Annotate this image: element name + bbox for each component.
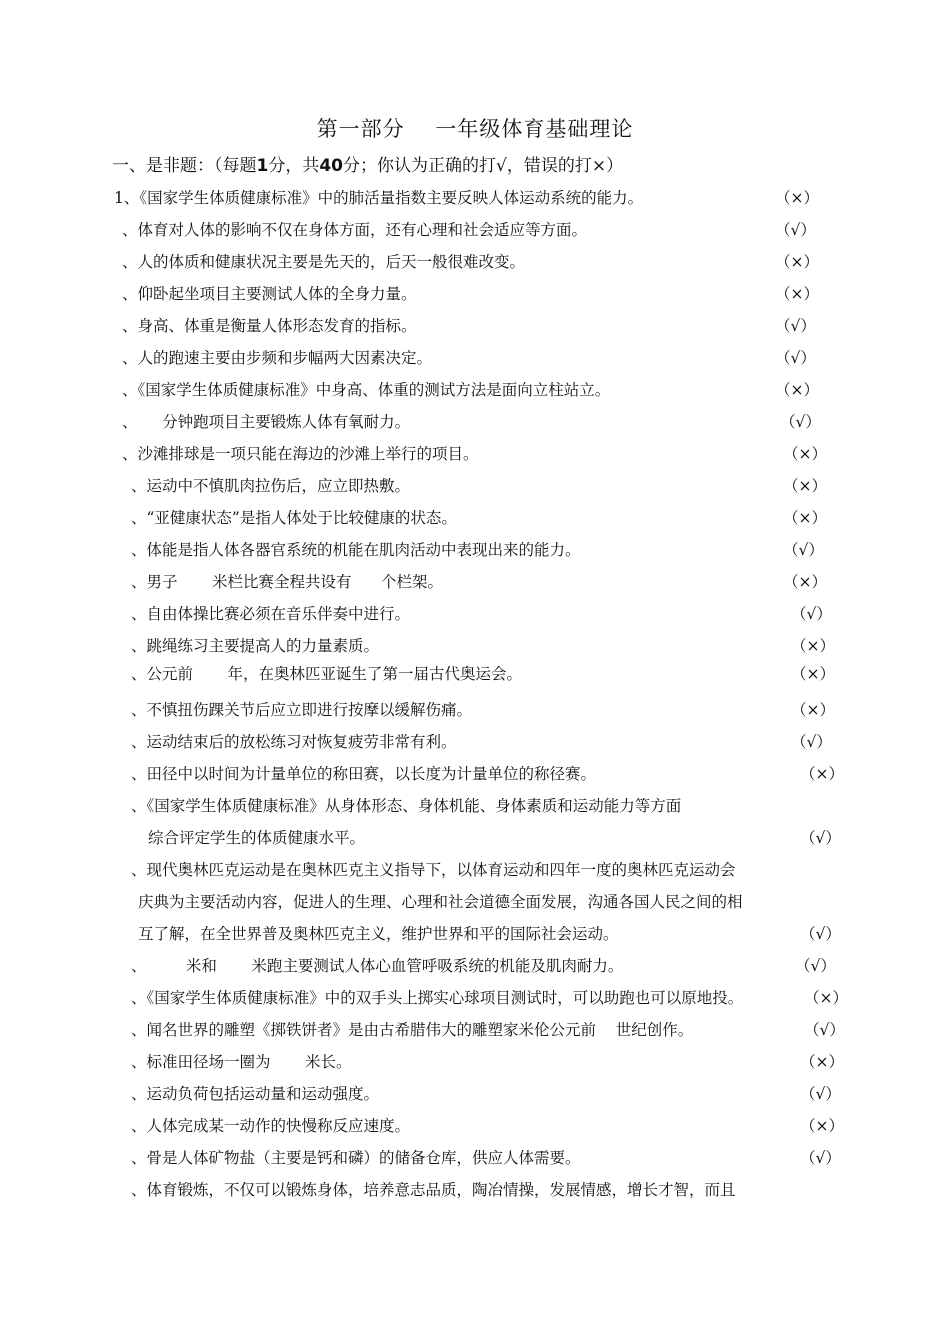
section-heading: 一、是非题：（每题1分，共40分；你认为正确的打√，错误的打×） (112, 156, 624, 176)
question-answer: （√） (804, 1021, 845, 1039)
question-text: 、人的跑速主要由步频和步幅两大因素决定。 (122, 349, 433, 367)
question-text: 、运动结束后的放松练习对恢复疲劳非常有利。 (131, 733, 457, 751)
question-answer: （×） (783, 445, 827, 463)
question-answer: （×） (775, 189, 819, 207)
question-text: 、身高、体重是衡量人体形态发育的指标。 (122, 317, 417, 335)
question-text: 、标准田径场一圈为 米长。 (131, 1053, 352, 1071)
question-text: 、体育对人体的影响不仅在身体方面，还有心理和社会适应等方面。 (122, 221, 588, 239)
question-answer: （√） (780, 413, 821, 431)
question-answer: （√） (775, 221, 816, 239)
question-text: 互了解，在全世界普及奥林匹克主义，维护世界和平的国际社会运动。 (138, 925, 619, 943)
question-text: 、体育锻炼，不仅可以锻炼身体，培养意志品质，陶冶情操，发展情感，增长才智，而且 (131, 1181, 736, 1199)
question-answer: （×） (804, 989, 848, 1007)
question-text: 、运动负荷包括运动量和运动强度。 (131, 1085, 380, 1103)
question-text: 、沙滩排球是一项只能在海边的沙滩上举行的项目。 (122, 445, 479, 463)
question-text: 、运动中不慎肌肉拉伤后，应立即热敷。 (131, 477, 411, 495)
question-answer: （√） (775, 349, 816, 367)
question-text: 、《国家学生体质健康标准》中的双手头上掷实心球项目测试时，可以助跑也可以原地投。 (131, 989, 744, 1007)
question-answer: （√） (791, 733, 832, 751)
question-answer: （×） (783, 477, 827, 495)
question-text: 、《国家学生体质健康标准》中身高、体重的测试方法是面向立柱站立。 (122, 381, 611, 399)
question-text: 综合评定学生的体质健康水平。 (148, 829, 366, 847)
question-answer: （×） (775, 285, 819, 303)
question-text: 、仰卧起坐项目主要测试人体的全身力量。 (122, 285, 417, 303)
question-text: 庆典为主要活动内容，促进人的生理、心理和社会道德全面发展，沟通各国人民之间的相 (138, 893, 743, 911)
question-text: 、不慎扭伤踝关节后应立即进行按摩以缓解伤痛。 (131, 701, 473, 719)
question-answer: （×） (775, 253, 819, 271)
question-answer: （√） (783, 541, 824, 559)
question-text: 、人体完成某一动作的快慢称反应速度。 (131, 1117, 411, 1135)
question-answer: （×） (775, 381, 819, 399)
question-text: 、体能是指人体各器官系统的机能在肌肉活动中表现出来的能力。 (131, 541, 581, 559)
question-text: 、公元前 年，在奥林匹亚诞生了第一届古代奥运会。 (131, 665, 522, 683)
question-text: 、“亚健康状态”是指人体处于比较健康的状态。 (131, 509, 457, 527)
question-text: 、闻名世界的雕塑《掷铁饼者》是由古希腊伟大的雕塑家米伦公元前 世纪创作。 (131, 1021, 694, 1039)
question-text: 、自由体操比赛必须在音乐伴奏中进行。 (131, 605, 411, 623)
question-answer: （√） (795, 957, 836, 975)
question-text: 、人的体质和健康状况主要是先天的，后天一般很难改变。 (122, 253, 526, 271)
question-text: 、《国家学生体质健康标准》从身体形态、身体机能、身体素质和运动能力等方面 (131, 797, 682, 815)
question-text: 、田径中以时间为计量单位的称田赛，以长度为计量单位的称径赛。 (131, 765, 597, 783)
question-answer: （√） (800, 829, 841, 847)
question-answer: （×） (800, 1053, 844, 1071)
question-text: 、骨是人体矿物盐（主要是钙和磷）的储备仓库，供应人体需要。 (131, 1149, 581, 1167)
question-text: 、现代奥林匹克运动是在奥林匹克主义指导下，以体育运动和四年一度的奥林匹克运动会 (131, 861, 736, 879)
question-answer: （√） (800, 925, 841, 943)
question-answer: （×） (783, 509, 827, 527)
question-text: 1、《国家学生体质健康标准》中的肺活量指数主要反映人体运动系统的能力。 (114, 189, 644, 207)
question-answer: （×） (791, 701, 835, 719)
question-answer: （×） (800, 1117, 844, 1135)
question-answer: （√） (800, 1149, 841, 1167)
question-answer: （×） (791, 665, 835, 683)
question-answer: （×） (800, 765, 844, 783)
question-text: 、 分钟跑项目主要锻炼人体有氧耐力。 (122, 413, 411, 431)
question-answer: （×） (791, 637, 835, 655)
question-answer: （√） (800, 1085, 841, 1103)
question-text: 、 米和 米跑主要测试人体心血管呼吸系统的机能及肌肉耐力。 (131, 957, 624, 975)
question-text: 、男子 米栏比赛全程共设有 个栏架。 (131, 573, 444, 591)
question-answer: （×） (783, 573, 827, 591)
question-answer: （√） (775, 317, 816, 335)
question-text: 、跳绳练习主要提高人的力量素质。 (131, 637, 380, 655)
question-answer: （√） (791, 605, 832, 623)
page-title: 第一部分 一年级体育基础理论 (316, 117, 634, 141)
